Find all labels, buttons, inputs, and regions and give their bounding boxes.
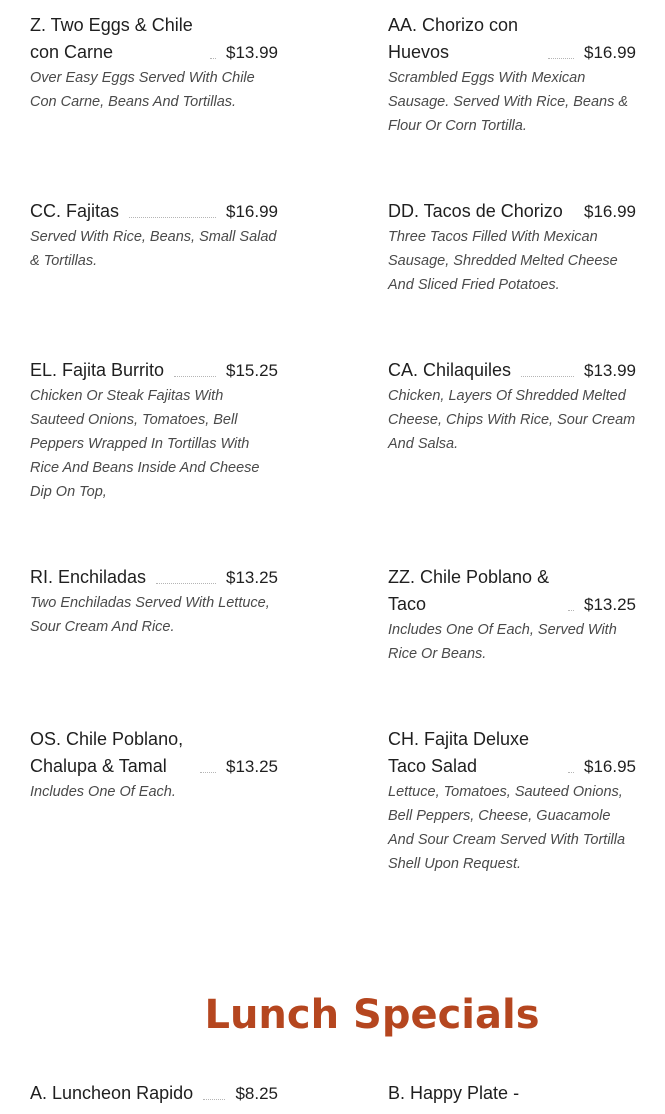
item-description: Served With Rice, Beans, Small Salad & Tortillas. [30,229,277,269]
item-price: $13.25 [584,595,636,614]
item-description: Scrambled Eggs With Mexican Sausage. Served With Rice, Beans & Flour Or Corn Tortilla. [388,70,629,134]
dot-leader [210,58,216,59]
menu-item [30,198,278,273]
item-price: $15.25 [226,361,278,380]
dot-leader [129,217,216,218]
item-price: $16.99 [584,202,636,221]
item-price: $13.99 [226,43,278,62]
item-price: $13.25 [226,568,278,587]
item-name: B. Happy Plate - [388,1083,520,1103]
item-name: DD. Tacos de Chorizo [388,201,563,221]
dot-leader [521,376,574,377]
item-name: Z. Two Eggs & Chile con Carne [30,15,193,62]
item-name: OS. Chile Poblano, Chalupa & Tamal [30,729,184,776]
dot-leader [548,58,574,59]
item-price: $8.25 [235,1084,278,1103]
item-description: Includes One Of Each. [30,784,176,800]
dot-leader [200,772,216,773]
item-name: CA. Chilaquiles [388,360,512,380]
item-description: Over Easy Eggs Served With Chile Con Carne, Beans And Tortillas. [30,70,255,110]
menu-item [388,1080,636,1107]
section-title: Lunch Specials [204,992,540,1038]
item-description: Lettuce, Tomatoes, Sauteed Onions, Bell Peppers, Cheese, Guacamole And Sour Cream Served With Tortilla Shell Upon Request. [388,784,626,872]
menu-item [388,357,636,456]
item-name: ZZ. Chile Poblano & Taco [388,567,550,614]
item-price: $16.95 [584,757,636,776]
item-price: $13.25 [226,757,278,776]
menu-item [30,357,278,504]
item-description: Two Enchiladas Served With Lettuce, Sour Cream And Rice. [30,595,270,635]
item-name: CC. Fajitas [30,201,120,221]
item-description: Includes One Of Each, Served With Rice Or Beans. [388,622,617,662]
menu-item [388,198,636,297]
item-name: EL. Fajita Burrito [30,360,165,380]
item-name: AA. Chorizo con Huevos [388,15,519,62]
item-description: Chicken Or Steak Fajitas With Sauteed Onions, Tomatoes, Bell Peppers Wrapped In Tortillas With Rice And Beans Inside And Cheese Dip On Top, [30,388,260,500]
item-description: Chicken, Layers Of Shredded Melted Cheese, Chips With Rice, Sour Cream And Salsa. [388,388,636,452]
item-description: Three Tacos Filled With Mexican Sausage, Shredded Melted Cheese And Sliced Fried Potatoes. [388,229,618,293]
dot-leader [568,610,574,611]
menu-item [388,726,636,876]
item-price: $13.99 [584,361,636,380]
item-name: A. Luncheon Rapido [30,1083,194,1103]
item-price: $16.99 [226,202,278,221]
menu-item [30,564,278,639]
item-name: CH. Fajita Deluxe Taco Salad [388,729,530,776]
dot-leader [568,772,574,773]
dot-leader [569,217,578,218]
menu-item [30,726,278,804]
dot-leader [174,376,216,377]
menu-item [388,12,636,138]
menu-item [30,1080,278,1107]
item-price: $16.99 [584,43,636,62]
item-name: RI. Enchiladas [30,567,147,587]
dot-leader [203,1099,225,1100]
menu-item [388,564,636,666]
dot-leader [156,583,216,584]
menu-item [30,12,278,114]
